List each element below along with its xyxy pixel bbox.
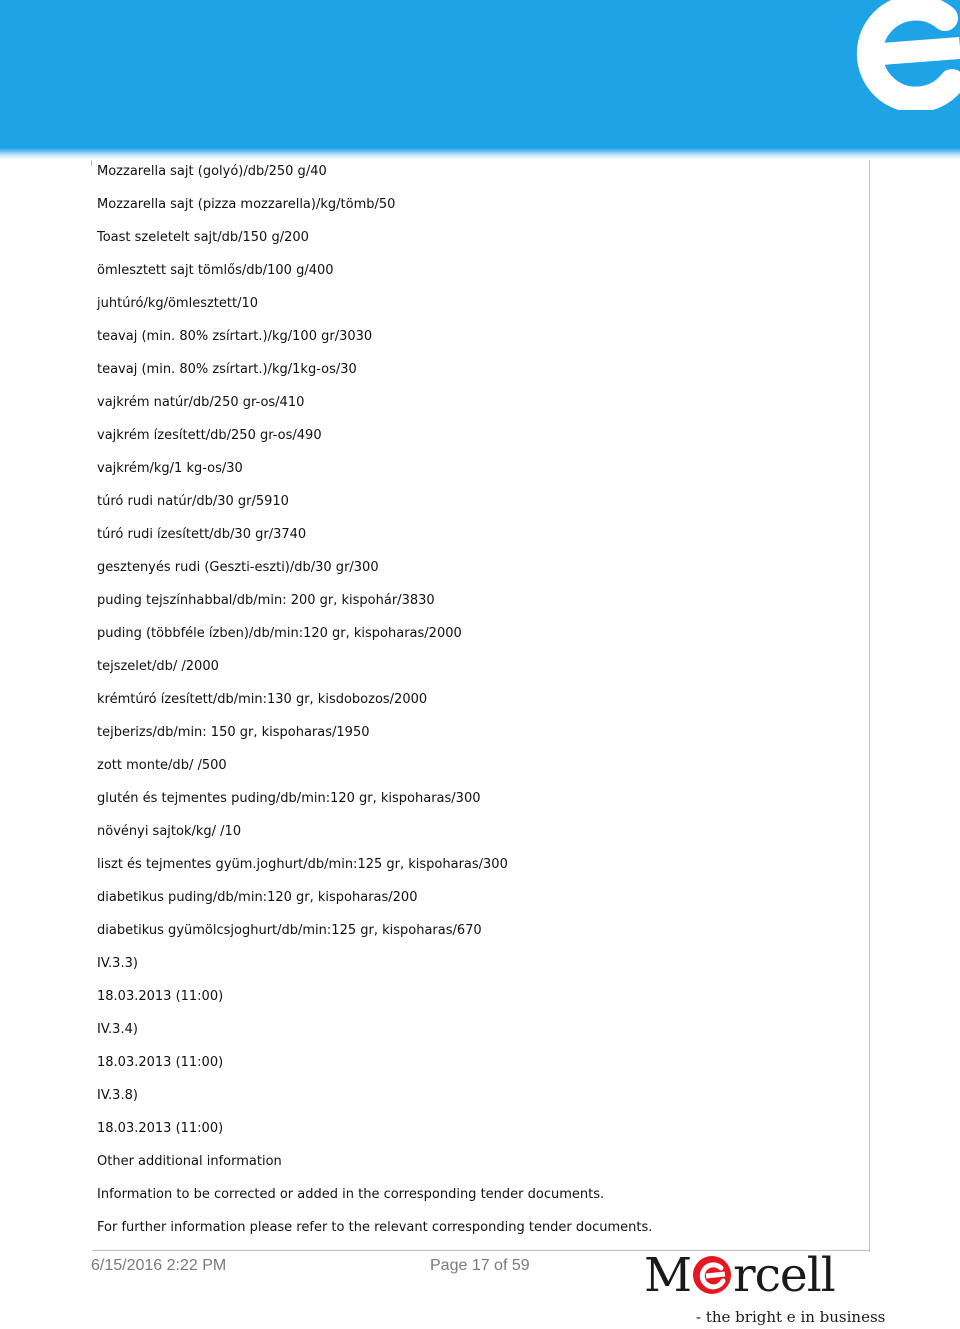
header-band-edge [0, 148, 960, 160]
brand-name-prefix: M [644, 1248, 692, 1303]
text-line: diabetikus puding/db/min:120 gr, kispoharas/200 [97, 890, 418, 905]
text-line: vajkrém/kg/1 kg-os/30 [97, 461, 243, 476]
text-line: növényi sajtok/kg/ /10 [97, 824, 242, 839]
text-line: gesztenyés rudi (Geszti-eszti)/db/30 gr/300 [97, 560, 379, 575]
text-line: tejszelet/db/ /2000 [97, 659, 219, 674]
text-line: puding tejszínhabbal/db/min: 200 gr, kispohár/3830 [97, 593, 435, 608]
text-line: túró rudi ízesített/db/30 gr/3740 [97, 527, 307, 542]
text-line: Mozzarella sajt (golyó)/db/250 g/40 [97, 164, 327, 179]
date-line: 18.03.2013 (11:00) [97, 989, 224, 1004]
brand-name-suffix: rcell [733, 1248, 835, 1303]
marcell-e-icon [692, 1255, 732, 1295]
date-line: 18.03.2013 (11:00) [97, 1055, 224, 1070]
brand-name [644, 1248, 835, 1303]
brand-tagline: - the bright e in business [696, 1308, 886, 1326]
section-heading: Other additional information [97, 1154, 282, 1169]
section-ref: IV.3.4) [97, 1022, 138, 1037]
document-body [97, 163, 652, 1252]
brand-logo [640, 1248, 886, 1329]
text-line: Mozzarella sajt (pizza mozzarella)/kg/tömb/50 [97, 197, 396, 212]
date-line: 18.03.2013 (11:00) [97, 1121, 224, 1136]
text-line: zott monte/db/ /500 [97, 758, 227, 773]
section-ref: IV.3.8) [97, 1088, 138, 1103]
text-line: diabetikus gyümölcsjoghurt/db/min:125 gr, kispoharas/670 [97, 923, 482, 938]
text-line: ömlesztett sajt tömlős/db/100 g/400 [97, 263, 334, 278]
header-band [0, 0, 960, 150]
text-line: puding (többféle ízben)/db/min:120 gr, kispoharas/2000 [97, 626, 462, 641]
text-line: Toast szeletelt sajt/db/150 g/200 [97, 230, 309, 245]
text-line: vajkrém natúr/db/250 gr-os/410 [97, 395, 305, 410]
text-line: krémtúró ízesített/db/min:130 gr, kisdobozos/2000 [97, 692, 428, 707]
text-line: teavaj (min. 80% zsírtart.)/kg/1kg-os/30 [97, 362, 357, 377]
marcell-e-logo-icon [820, 0, 960, 110]
footer-date: 6/15/2016 2:22 PM [91, 1257, 227, 1274]
text-line: vajkrém ízesített/db/250 gr-os/490 [97, 428, 322, 443]
section-ref: IV.3.3) [97, 956, 138, 971]
footer-page-number: Page 17 of 59 [430, 1257, 530, 1274]
text-line: Information to be corrected or added in the corresponding tender documents. [97, 1187, 605, 1202]
text-line: túró rudi natúr/db/30 gr/5910 [97, 494, 289, 509]
text-line: glutén és tejmentes puding/db/min:120 gr, kispoharas/300 [97, 791, 481, 806]
text-line: tejberizs/db/min: 150 gr, kispoharas/1950 [97, 725, 370, 740]
text-line: liszt és tejmentes gyüm.joghurt/db/min:125 gr, kispoharas/300 [97, 857, 508, 872]
text-line: juhtúró/kg/ömlesztett/10 [97, 296, 259, 311]
text-line: teavaj (min. 80% zsírtart.)/kg/100 gr/3030 [97, 329, 373, 344]
text-line: For further information please refer to the relevant corresponding tender documents. [97, 1220, 653, 1235]
